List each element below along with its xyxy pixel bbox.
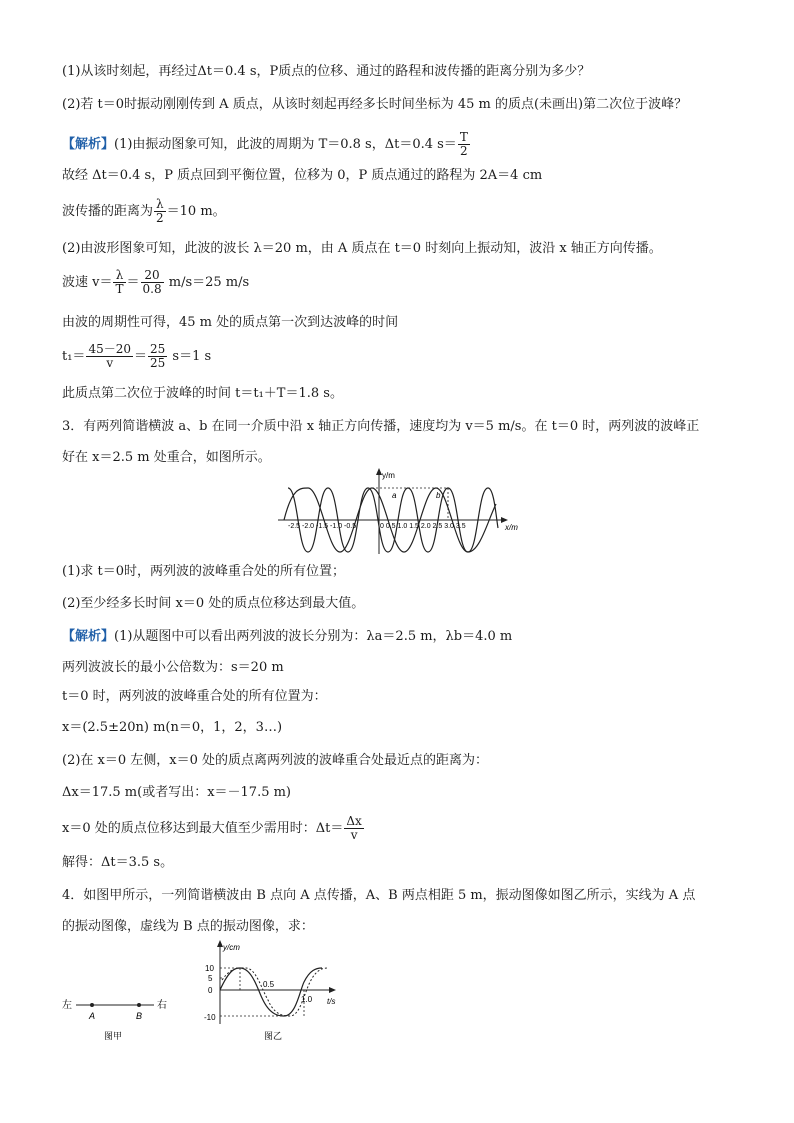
y-tick-neg10: -10 <box>204 1013 216 1022</box>
solution-line: x＝(2.5±20n) m(n＝0，1，2，3…) <box>62 720 283 735</box>
point-b-dot <box>137 1003 141 1007</box>
wave-b-label: b <box>436 491 441 500</box>
solution-line: (2)由波形图象可知，此波的波长 λ＝20 m，由 A 质点在 t＝0 时刻向上振动知，波沿 x 轴正方向传播。 <box>62 241 662 256</box>
solution-text: (1)由振动图象可知，此波的周期为 T＝0.8 s，Δt＝0.4 s＝ <box>114 137 457 152</box>
solution-line: t＝0 时，两列波的波峰重合处的所有位置为： <box>62 689 327 704</box>
t-axis-label: t/s <box>327 997 336 1006</box>
question-part-2: (2)若 t＝0时振动刚刚传到 A 质点，从该时刻起再经多长时间坐标为 45 m 的质点(未画出)第二次位于波峰？ <box>62 97 688 112</box>
figure-jia <box>60 995 180 1045</box>
y-tick-10: 10 <box>205 964 214 973</box>
y-axis-label: y/m <box>382 471 395 480</box>
figure-caption: 图甲 <box>104 1031 123 1041</box>
problem-3-part-1: (1)求 t＝0时，两列波的波峰重合处的所有位置； <box>62 564 346 579</box>
solution-line: 解得：Δt＝3.5 s。 <box>62 855 174 870</box>
y-tick-0: 0 <box>208 986 213 995</box>
figure-caption: 图乙 <box>264 1031 283 1041</box>
wave-figure <box>276 466 522 558</box>
solution-line: 【解析】(1)从题图中可以看出两列波的波长分别为：λa＝2.5 m，λb＝4.0 m <box>62 629 513 644</box>
point-a-label: A <box>89 1011 96 1021</box>
solution-line: Δx＝17.5 m(或者写出：x＝－17.5 m) <box>62 785 292 800</box>
x-axis-label: x/m <box>505 523 518 532</box>
fraction: $\frac{\Delta x}{v}$ <box>346 814 362 842</box>
fraction: $\frac{\lambda}{2}$ <box>156 197 164 225</box>
solution-line <box>62 131 471 158</box>
curve-b-dashed <box>222 968 328 1016</box>
right-label: 右 <box>157 1000 167 1011</box>
t-tick-05: 0.5 <box>263 980 275 989</box>
solution-line: 故经 Δt＝0.4 s，P 质点回到平衡位置，位移为 0，P 质点通过的路程为 2A＝4 cm <box>62 168 543 183</box>
y-tick-5: 5 <box>208 974 213 983</box>
wave-a-label: a <box>392 491 397 500</box>
t-tick-10: 1.0 <box>301 995 313 1004</box>
fraction: $\frac{T}{2}$ <box>459 130 468 158</box>
fraction: $\frac{20}{0.8}$ <box>142 268 162 296</box>
analysis-tag: 【解析】 <box>62 629 115 644</box>
fraction: $\frac{\lambda}{T}$ <box>115 268 124 296</box>
curve-a-solid <box>220 968 322 1016</box>
figure-yi <box>200 938 350 1048</box>
left-label: 左 <box>62 1000 72 1011</box>
analysis-tag: 【解析】 <box>62 137 115 152</box>
problem-3-text: 好在 x＝2.5 m 处重合，如图所示。 <box>62 450 271 465</box>
solution-line: 两列波波长的最小公倍数为：s＝20 m <box>62 660 284 675</box>
point-b-label: B <box>136 1011 143 1021</box>
problem-4-text: 4．如图甲所示，一列简谐横波由 B 点向 A 点传播，A、B 两点相距 5 m，振动图像如图乙所示，实线为 A 点 <box>62 888 696 903</box>
fraction: $\frac{45-20}{v}$ <box>88 342 131 370</box>
problem-3-text: 3．有两列简谐横波 a、b 在同一介质中沿 x 轴正方向传播，速度均为 v＝5 m/s。在 t＝0 时，两列波的波峰正 <box>62 419 700 434</box>
fraction: $\frac{25}{25}$ <box>150 342 166 370</box>
x-ticks-negative: -2.5 -2.0 -1.5 -1.0 -0.5 <box>288 523 357 530</box>
solution-line: t₁＝ $\frac{45-20}{v}$ ＝ $\frac{25}{25}$ s＝1 s <box>62 342 212 370</box>
solution-line: 波传播的距离为 $\frac{\lambda}{2}$ ＝10 m。 <box>62 197 226 225</box>
x-ticks-positive: 0 0.5 1.0 1.5 2.0 2.5 3.0 3.5 <box>380 523 466 530</box>
solution-line: (2)在 x＝0 左侧，x＝0 处的质点离两列波的波峰重合处最近点的距离为： <box>62 753 489 768</box>
solution-line: x＝0 处的质点位移达到最大值至少需用时：Δt＝ $\frac{\Delta x}{v}$ <box>62 814 362 842</box>
problem-4-text: 的振动图像，虚线为 B 点的振动图像，求： <box>62 919 314 934</box>
y-axis-label: y/cm <box>223 943 240 952</box>
question-part-1: (1)从该时刻起，再经过Δt＝0.4 s，P质点的位移、通过的路程和波传播的距离分别为多少？ <box>62 64 591 79</box>
solution-line: 此质点第二次位于波峰的时间 t＝t₁＋T＝1.8 s。 <box>62 386 343 401</box>
solution-line: 波速 v＝ $\frac{\lambda}{T}$ ＝ $\frac{20}{0.8}$ m/s＝25 m/s <box>62 268 250 296</box>
point-a-dot <box>90 1003 94 1007</box>
problem-3-part-2: (2)至少经多长时间 x＝0 处的质点位移达到最大值。 <box>62 596 365 611</box>
solution-line: 由波的周期性可得，45 m 处的质点第一次到达波峰的时间 <box>62 315 399 330</box>
